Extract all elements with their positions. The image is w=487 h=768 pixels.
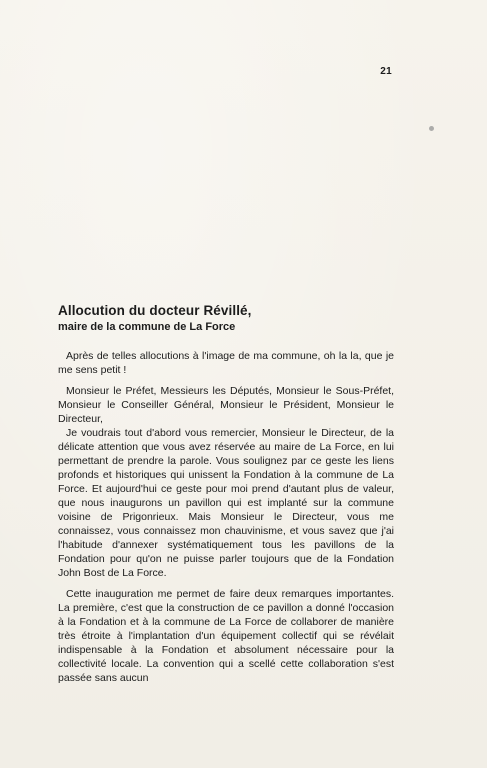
paragraph-4: Cette inauguration me permet de faire deux remarques importantes. La première, c'est que la construction de ce pavillon a donné l'occasion à la Fondation et à la commune de La Force de collaborer de manière très étroite à l'implantation d'un équipement collectif qui se révélait indispensable à la Fondation et absolument nécessaire pour la collectivité locale. La convention qui a scellé cette collaboration s'est passée sans aucun [58, 588, 394, 684]
paragraph-3: Je voudrais tout d'abord vous remercier, Monsieur le Directeur, de la délicate attention que vous avez réservée au maire de La Force, en lui permettant de prendre la parole. Vous soulignez par ce geste les liens profonds et historiques qui unissent la Fondation à la commune de La Force. Et aujourd'hui ce geste pour moi prend d'autant plus de valeur, que nous inaugurons un pavillon qui est implanté sur la commune voisine de Prigonrieux. Mais Monsieur le Directeur, vous me connaissez, vous connaissez mon chauvinisme, et vous savez que j'ai l'habitude d'annexer systématiquement tous les pavillons de la Fondation pour qu'on ne puisse parler toujours que de la Fondation John Bost de La Force. [58, 427, 394, 579]
speech-subtitle: maire de la commune de La Force [58, 321, 236, 333]
speech-title: Allocution du docteur Révillé, [58, 303, 252, 318]
paragraph-2: Monsieur le Préfet, Messieurs les Députés, Monsieur le Sous-Préfet, Monsieur le Conseiller Général, Monsieur le Président, Monsieur le Directeur, [58, 385, 394, 425]
paragraph-1: Après de telles allocutions à l'image de ma commune, oh la la, que je me sens petit ! [58, 350, 394, 376]
page-number: 21 [380, 66, 392, 77]
paper-speck [429, 126, 434, 131]
speech-article [58, 302, 394, 692]
